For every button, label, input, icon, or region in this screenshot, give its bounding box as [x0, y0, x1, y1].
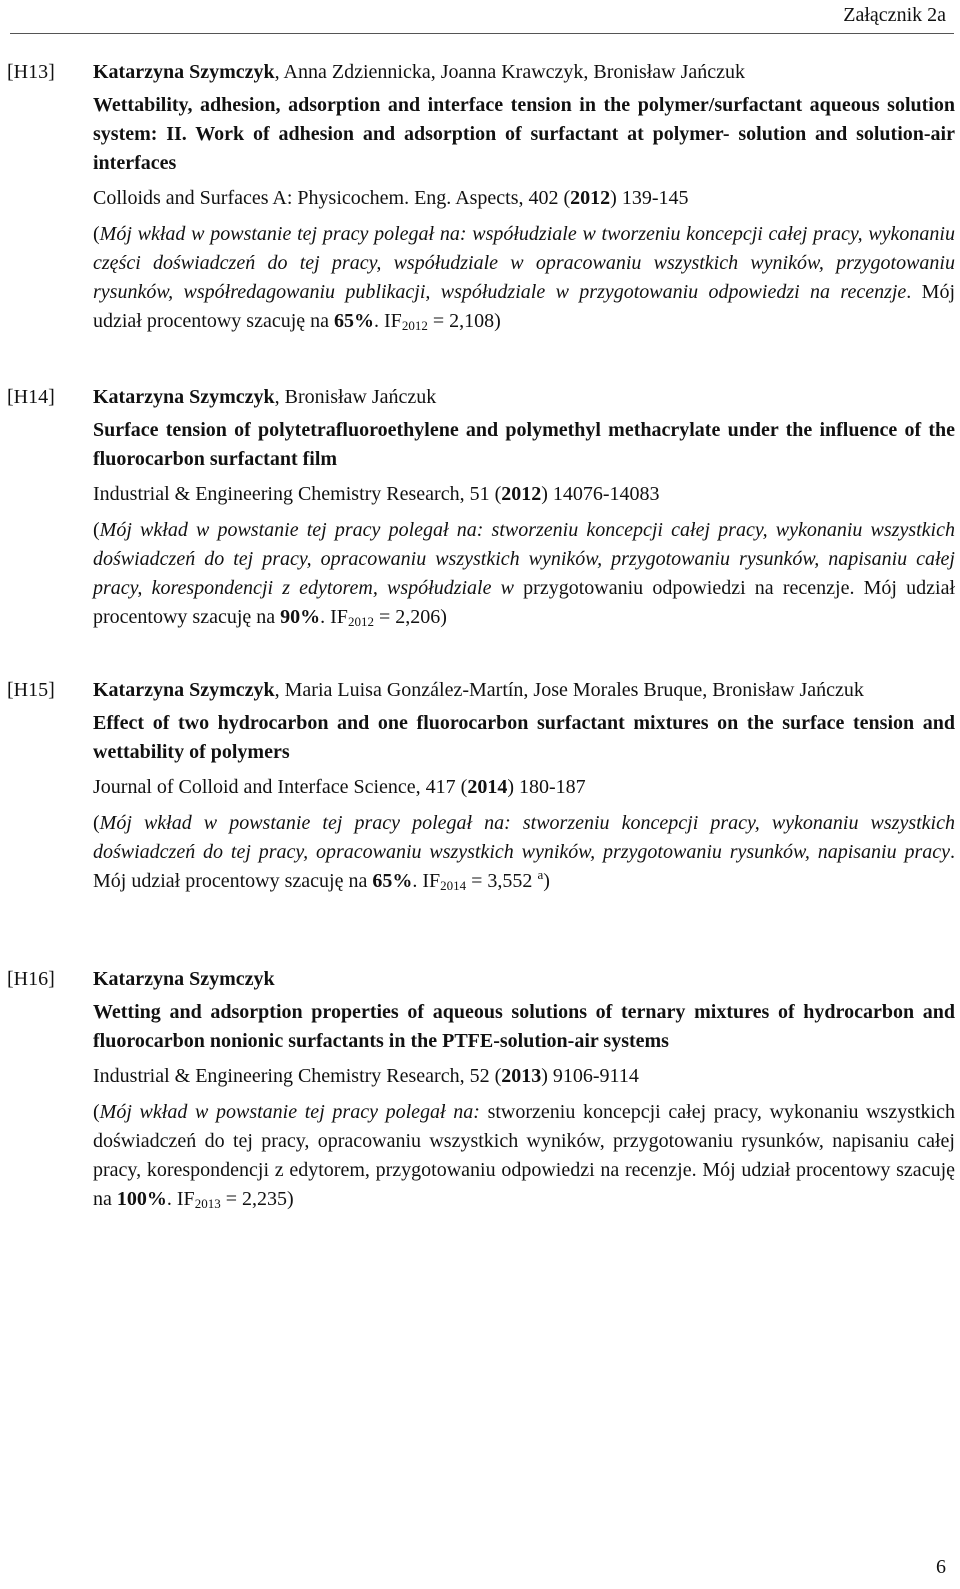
if-value: = 2,235)	[220, 1188, 294, 1210]
entry-id: [H14]	[7, 386, 55, 408]
lead-author: Katarzyna Szymczyk	[93, 968, 275, 990]
pages: ) 14076-14083	[541, 483, 660, 505]
share-percent: 90%	[280, 606, 321, 628]
publication-title: Surface tension of polytetrafluoroethylene and polymethyl methacrylate under the influence of the fluorocarbon surfactant film	[93, 419, 955, 470]
contribution-plain: . Mój udział procentowy szacuję na	[93, 281, 956, 332]
if-year: 2012	[401, 318, 428, 333]
other-authors: , Anna Zdziennicka, Joanna Krawczyk, Bronisław Jańczuk	[274, 61, 746, 83]
authors	[93, 965, 955, 994]
share-percent: 65%	[334, 310, 375, 332]
pages: ) 139-145	[610, 187, 689, 209]
authors	[93, 58, 955, 87]
contribution-italic: Mój wkład w powstanie tej pracy polegał na: stworzeniu koncepcji pracy, wykonaniu wszystkich doświadczeń do tej pracy, opracowaniu wszystkich wyników, przygotowaniu rysunków, napisaniu pracy	[93, 812, 955, 863]
paren-open: (	[93, 519, 100, 541]
if-year: 2014	[440, 878, 467, 893]
paren-close: )	[543, 870, 550, 892]
if-value: = 3,552	[466, 870, 538, 892]
contribution-plain: przygotowaniu odpowiedzi na recenzje. Mój udział procentowy szacuję na	[93, 577, 955, 628]
if-label: . IF	[320, 606, 348, 628]
if-year: 2012	[347, 614, 374, 629]
paren-open: (	[93, 223, 100, 245]
contribution-plain: . Mój udział procentowy szacuję na	[93, 841, 955, 892]
other-authors: , Maria Luisa González-Martín, Jose Morales Bruque, Bronisław Jańczuk	[274, 679, 864, 701]
header-rule	[10, 33, 954, 34]
paren-open: (	[93, 1101, 100, 1123]
authors	[93, 676, 955, 705]
journal-citation	[93, 480, 955, 509]
if-label: . IF	[166, 1188, 195, 1210]
share-percent: 100%	[116, 1188, 167, 1210]
entry-body	[93, 676, 955, 897]
contribution-italic: Mój wkład w powstanie tej pracy polegał na: współudziale w tworzeniu koncepcji całej pracy, wykonaniu części doświadczeń do tej pracy, współudziale w opracowaniu wszystkich wyników, przygotowaniu rysunków, współredagowaniu publikacji, współudziale w przygotowaniu odpowiedzi na recenzje	[93, 223, 955, 303]
lead-author: Katarzyna Szymczyk	[93, 61, 275, 83]
lead-author: Katarzyna Szymczyk	[93, 679, 275, 701]
journal-name: Industrial & Engineering Chemistry Research, 52 (	[93, 1065, 502, 1087]
pages: ) 180-187	[507, 776, 586, 798]
journal-name: Colloids and Surfaces A: Physicochem. Eng. Aspects, 402 (	[93, 187, 571, 209]
entry-body	[93, 965, 955, 1215]
journal-name: Industrial & Engineering Chemistry Research, 51 (	[93, 483, 502, 505]
if-footnote-marker: a	[537, 867, 544, 882]
contribution-plain: stworzeniu koncepcji całej pracy, wykonaniu wszystkich doświadczeń do tej pracy, opracowaniu wszystkich wyników, przygotowaniu rysunków, napisaniu całej pracy, korespondencji z edytorem, przygotowaniu odpowiedzi na recenzje. Mój udział procentowy szacuję na	[93, 1101, 955, 1210]
if-value: = 2,108)	[427, 310, 501, 332]
authors	[93, 383, 955, 412]
if-value: = 2,206)	[373, 606, 447, 628]
entry-id: [H15]	[7, 679, 55, 701]
entry-body	[93, 383, 955, 633]
entry-id: [H13]	[7, 61, 55, 83]
contribution-statement	[93, 516, 955, 633]
share-percent: 65%	[372, 870, 413, 892]
journal-citation	[93, 773, 955, 802]
other-authors: , Bronisław Jańczuk	[274, 386, 437, 408]
page-number: 6	[936, 1556, 946, 1578]
if-year: 2013	[194, 1196, 221, 1211]
journal-name: Journal of Colloid and Interface Science, 417 (	[93, 776, 468, 798]
contribution-italic: Mój wkład w powstanie tej pracy polegał na: stworzeniu koncepcji całej pracy, wykonaniu wszystkich doświadczeń do tej pracy, opracowaniu wszystkich wyników, przygotowaniu rysunków, napisaniu całej pracy, korespondencji z edytorem, współudziale w	[93, 519, 955, 599]
publication-title: Wettability, adhesion, adsorption and interface tension in the polymer/surfactant aqueous solution system: II. Work of adhesion and adsorption of surfactant at polymer- solution and solution-air interfaces	[93, 94, 955, 174]
lead-author: Katarzyna Szymczyk	[93, 386, 275, 408]
attachment-label: Załącznik 2a	[843, 4, 946, 26]
publication-title: Effect of two hydrocarbon and one fluorocarbon surfactant mixtures on the surface tension and wettability of polymers	[93, 712, 955, 763]
contribution-statement	[93, 809, 955, 897]
publication-year: 2014	[467, 776, 508, 798]
entry-body	[93, 58, 955, 337]
contribution-statement	[93, 220, 955, 337]
pages: ) 9106-9114	[541, 1065, 639, 1087]
publication-year: 2013	[501, 1065, 542, 1087]
if-label: . IF	[412, 870, 441, 892]
contribution-italic: Mój wkład w powstanie tej pracy polegał na:	[99, 1101, 488, 1123]
entry-id: [H16]	[7, 968, 55, 990]
contribution-statement	[93, 1098, 955, 1215]
if-label: . IF	[374, 310, 402, 332]
publication-title: Wetting and adsorption properties of aqueous solutions of ternary mixtures of hydrocarbon and fluorocarbon nonionic surfactants in the PTFE-solution-air systems	[93, 1001, 955, 1052]
publication-year: 2012	[501, 483, 542, 505]
journal-citation	[93, 184, 955, 213]
paren-open: (	[93, 812, 100, 834]
journal-citation	[93, 1062, 955, 1091]
publication-year: 2012	[570, 187, 611, 209]
